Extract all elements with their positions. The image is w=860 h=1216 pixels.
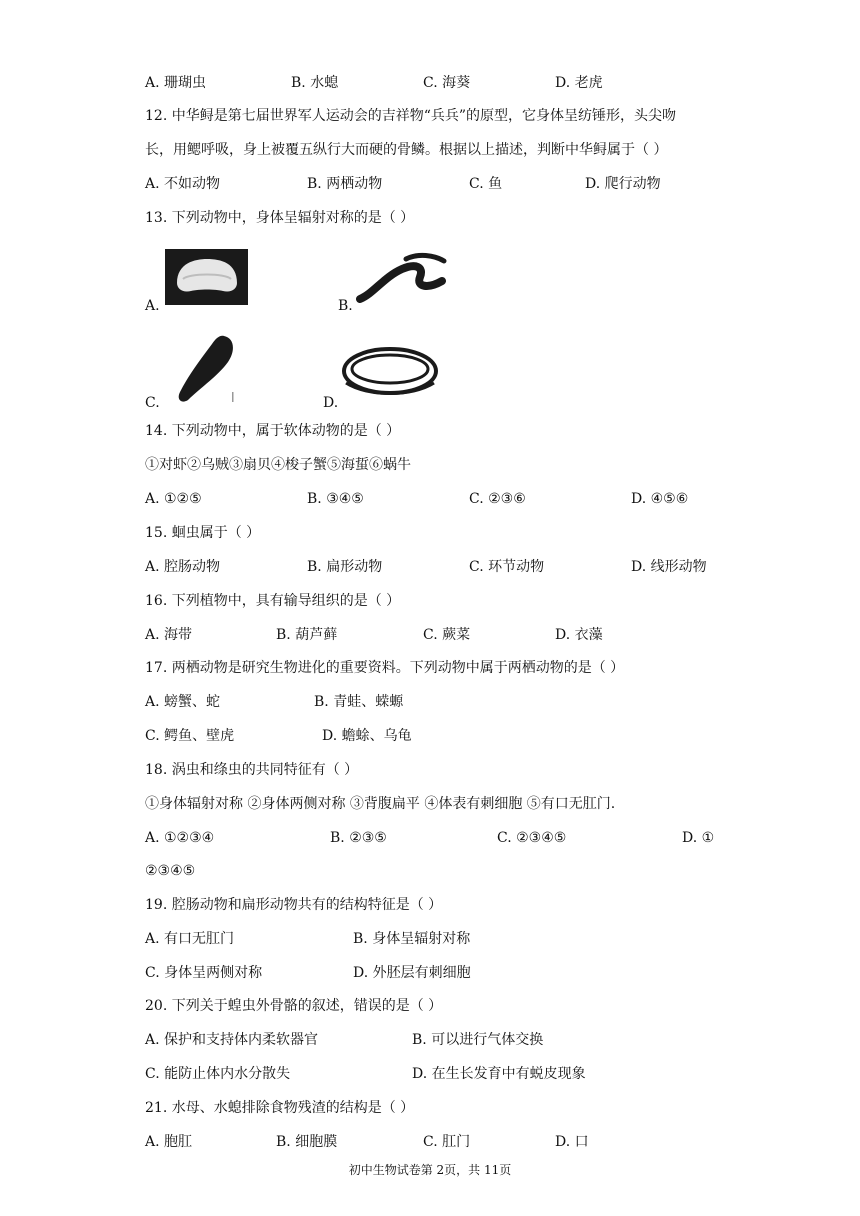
q18-items: ①身体辐射对称 ②身体两侧对称 ③背腹扁平 ④体表有刺细胞 ⑤有口无肛门. [145,796,616,812]
q16-option-a: A. 海带 [145,627,193,643]
q11-option-a: A. 珊瑚虫 [145,75,207,91]
q17-option-a: A. 螃蟹、蛇 [145,694,221,710]
q20-option-b: B. 可以进行气体交换 [412,1032,544,1048]
q21-option-d: D. 口 [555,1134,589,1150]
q18-option-a: A. ①②③④ [145,830,215,846]
q19-option-a: A. 有口无肛门 [145,931,235,947]
q15-option-c: C. 环节动物 [469,559,545,575]
roundworm-image [338,339,442,401]
q18-option-d-continued: ②③④⑤ [145,863,196,879]
q19-option-d: D. 外胚层有刺细胞 [353,965,471,981]
q12-option-b: B. 两栖动物 [307,176,383,192]
q14-option-b: B. ③④⑤ [307,491,364,507]
q15-option-d: D. 线形动物 [631,559,707,575]
q20-stem: 20. 下列关于蝗虫外骨骼的叙述，错误的是（ ） [145,998,443,1014]
q20-option-c: C. 能防止体内水分散失 [145,1066,291,1082]
q19-option-b: B. 身体呈辐射对称 [353,931,471,947]
q21-option-c: C. 肛门 [423,1134,471,1150]
q15-stem: 15. 蛔虫属于（ ） [145,525,261,541]
q17-option-c: C. 鳄鱼、壁虎 [145,728,235,744]
q17-option-b: B. 青蛙、蝾螈 [314,694,404,710]
q15-option-b: B. 扁形动物 [307,559,383,575]
q21-option-a: A. 胞肛 [145,1134,193,1150]
q16-option-b: B. 葫芦藓 [276,627,338,643]
q11-option-b: B. 水螅 [291,75,339,91]
q18-option-c: C. ②③④⑤ [497,830,567,846]
q18-option-d: D. ① [682,830,715,846]
worm-image-b [354,247,450,307]
q12-option-d: D. 爬行动物 [585,176,661,192]
q16-option-d: D. 衣藻 [555,627,603,643]
q13-option-c: C. [145,395,160,411]
q14-option-c: C. ②③⑥ [469,491,526,507]
q17-option-d: D. 蟾蜍、乌龟 [322,728,412,744]
q16-stem: 16. 下列植物中，具有输导组织的是（ ） [145,593,401,609]
q18-stem: 18. 涡虫和绦虫的共同特征有（ ） [145,762,359,778]
q18-option-b: B. ②③⑤ [330,830,387,846]
q14-option-a: A. ①②⑤ [145,491,202,507]
q11-option-c: C. 海葵 [423,75,471,91]
q19-option-c: C. 身体呈两侧对称 [145,965,263,981]
q14-stem: 14. 下列动物中，属于软体动物的是（ ） [145,423,401,439]
q20-option-d: D. 在生长发育中有蜕皮现象 [412,1066,586,1082]
q13-option-d: D. [323,395,339,411]
q11-option-d: D. 老虎 [555,75,603,91]
q14-option-d: D. ④⑤⑥ [631,491,689,507]
q13-option-b: B. [338,298,353,314]
q17-stem: 17. 两栖动物是研究生物进化的重要资料。下列动物中属于两栖动物的是（ ） [145,660,625,676]
q13-stem: 13. 下列动物中，身体呈辐射对称的是（ ） [145,210,415,226]
leech-image [160,330,240,406]
q20-option-a: A. 保护和支持体内柔软器官 [145,1032,319,1048]
q14-items: ①对虾②乌贼③扇贝④梭子蟹⑤海蜇⑥蜗牛 [145,457,411,473]
q12-stem-line1: 12. 中华鲟是第七届世界军人运动会的吉祥物“兵兵”的原型，它身体呈纺锤形，头尖吻 [145,108,677,124]
q13-option-a: A. [145,298,160,314]
q19-stem: 19. 腔肠动物和扁形动物共有的结构特征是（ ） [145,897,443,913]
q21-stem: 21. 水母、水螅排除食物残渣的结构是（ ） [145,1100,415,1116]
q16-option-c: C. 蕨菜 [423,627,471,643]
q12-stem-line2: 长，用鳃呼吸，身上被覆五纵行大而硬的骨鳞。根据以上描述，判断中华鲟属于（ ） [145,142,668,158]
jellyfish-image [165,249,248,305]
q12-option-a: A. 不如动物 [145,176,221,192]
page-footer: 初中生物试卷第 2页，共 11页 [348,1163,512,1177]
q21-option-b: B. 细胞膜 [276,1134,338,1150]
q15-option-a: A. 腔肠动物 [145,559,221,575]
q12-option-c: C. 鱼 [469,176,503,192]
